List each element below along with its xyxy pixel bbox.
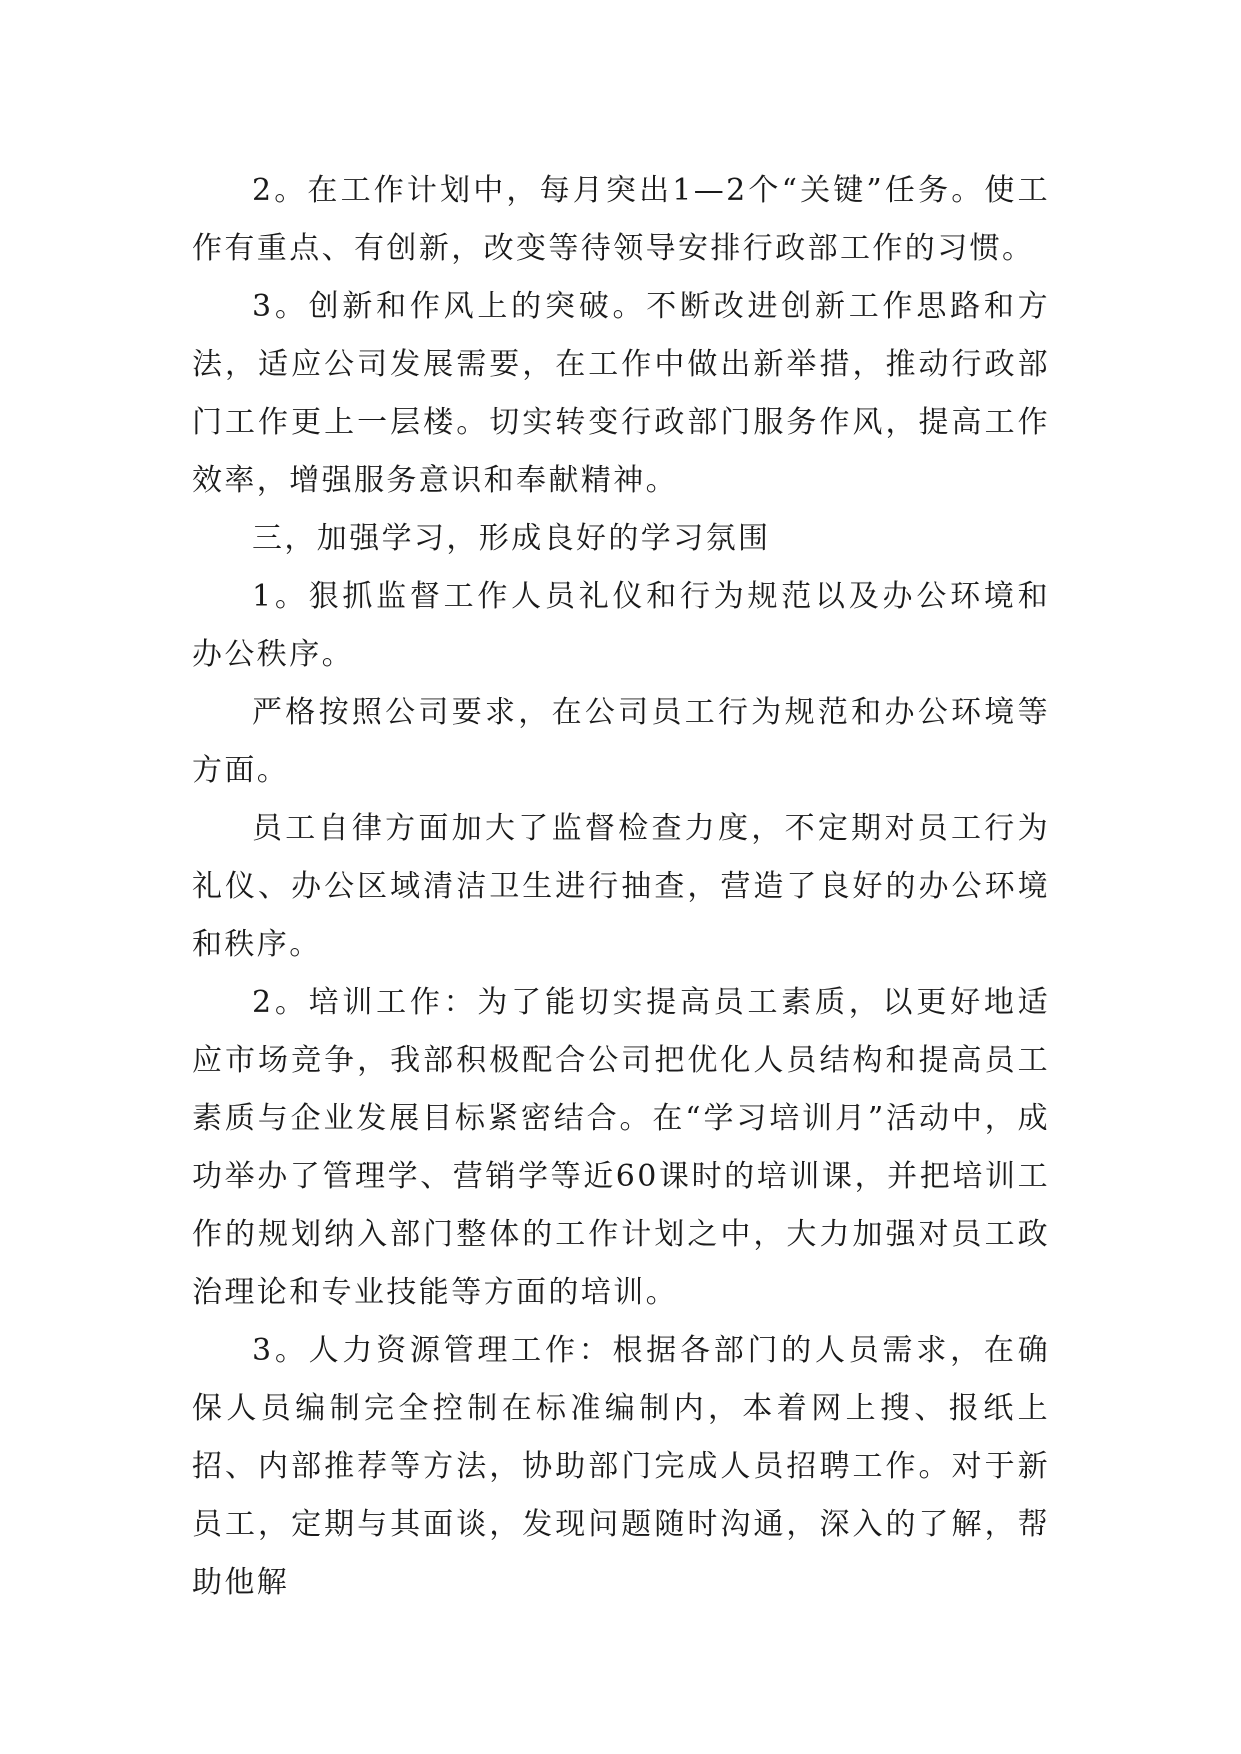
- section-heading-learning: 三，加强学习，形成良好的学习氛围: [252, 521, 771, 556]
- paragraph-innovation-style: 3。创新和作风上的突破。不断改进创新工作思路和方法，适应公司发展需要，在工作中做出新举措，推动行政部门工作更上一层楼。切实转变行政部门服务作风，提高工作效率，增强服务意识和奉献精神。: [192, 289, 1050, 498]
- paragraph-etiquette-supervision: 1。狠抓监督工作人员礼仪和行为规范以及办公环境和办公秩序。: [192, 579, 1050, 672]
- paragraph-hr-management: 3。人力资源管理工作：根据各部门的人员需求，在确保人员编制完全控制在标准编制内，本着网上搜、报纸上招、内部推荐等方法，协助部门完成人员招聘工作。对于新员工，定期与其面谈，发现问题随时沟通，深入的了解，帮助他解: [192, 1333, 1050, 1600]
- paragraph-self-discipline: 员工自律方面加大了监督检查力度，不定期对员工行为礼仪、办公区域清洁卫生进行抽查，营造了良好的办公环境和秩序。: [192, 811, 1050, 962]
- paragraph-company-requirements: 严格按照公司要求，在公司员工行为规范和办公环境等方面。: [192, 695, 1050, 788]
- document-body: [192, 162, 1050, 1612]
- paragraph-monthly-key-tasks: 2。在工作计划中，每月突出1—2个“关键”任务。使工作有重点、有创新，改变等待领导安排行政部工作的习惯。: [192, 173, 1050, 266]
- paragraph-training-work: 2。培训工作：为了能切实提高员工素质，以更好地适应市场竞争，我部积极配合公司把优化人员结构和提高员工素质与企业发展目标紧密结合。在“学习培训月”活动中，成功举办了管理学、营销学等近60课时的培训课，并把培训工作的规划纳入部门整体的工作计划之中，大力加强对员工政治理论和专业技能等方面的培训。: [192, 985, 1050, 1310]
